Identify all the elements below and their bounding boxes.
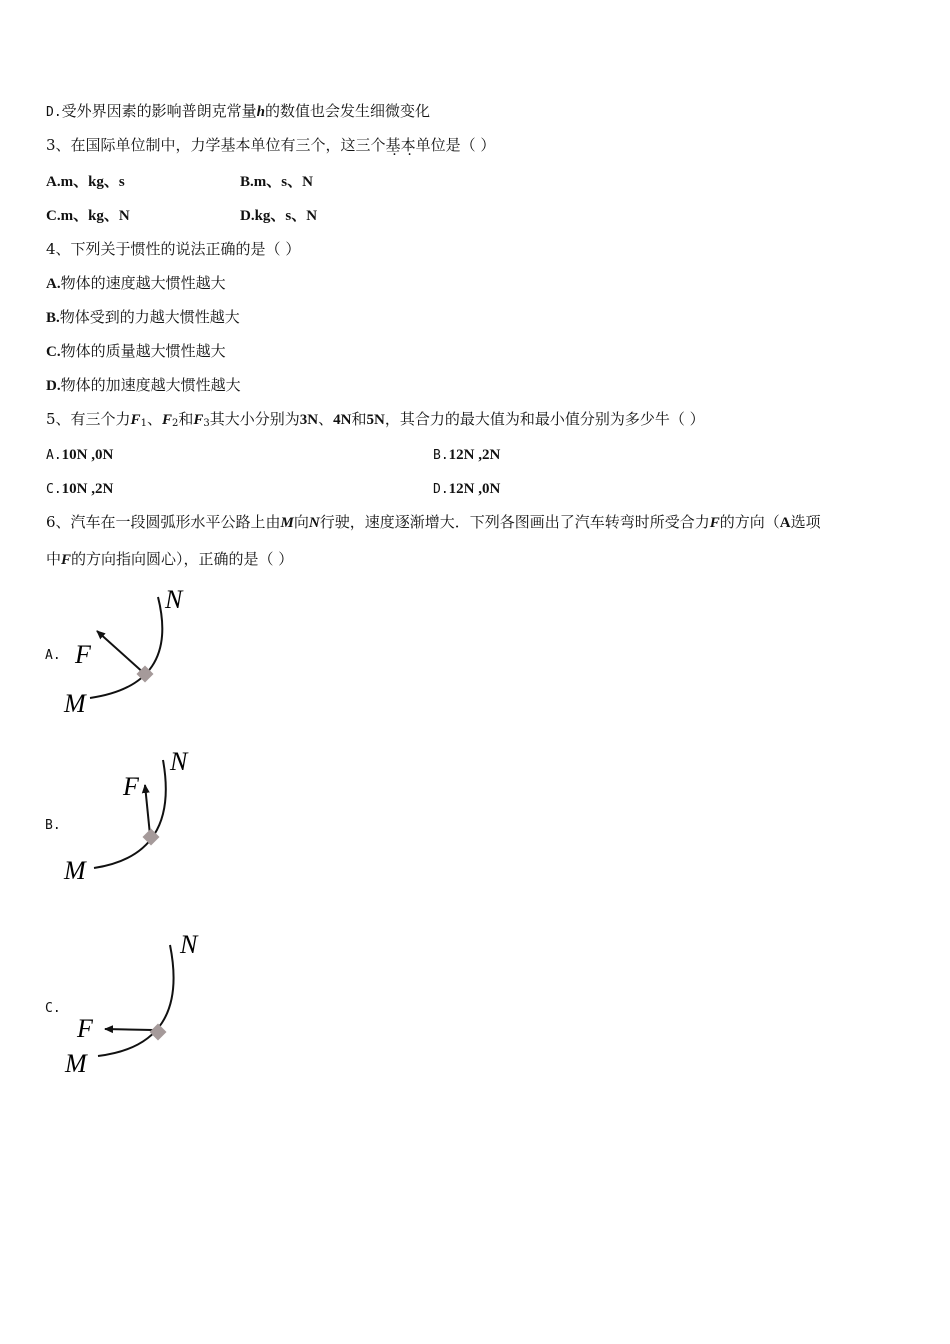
separator: 和 bbox=[178, 410, 194, 428]
option-letter: C. bbox=[46, 482, 62, 497]
figure-b-label: B. bbox=[45, 818, 61, 833]
option-text: 10N ,0N bbox=[61, 447, 114, 463]
label-f: F bbox=[123, 772, 139, 801]
point-n-symbol: N bbox=[308, 515, 320, 531]
stem-text: 向 bbox=[293, 513, 309, 531]
stem-text: 5、有三个力 bbox=[46, 410, 131, 428]
stem-text: 选项 bbox=[790, 513, 821, 531]
option-letter: D. bbox=[46, 105, 62, 120]
label-n: N bbox=[180, 930, 198, 959]
force-value: 3N bbox=[299, 412, 319, 428]
q3-option-c: C.m、kg、N bbox=[46, 208, 130, 224]
q5-stem bbox=[46, 409, 705, 434]
q4-option-b bbox=[46, 307, 240, 328]
separator: 和 bbox=[351, 410, 367, 428]
separator: 、 bbox=[146, 410, 162, 428]
q3-option-b: B.m、s、N bbox=[240, 174, 313, 190]
q4-stem: 4、下列关于惯性的说法正确的是（ ） bbox=[46, 240, 301, 258]
subscript: 2 bbox=[171, 418, 179, 429]
emphasis-char: 基 bbox=[385, 136, 401, 154]
force-symbol: F bbox=[61, 552, 72, 568]
separator: 、 bbox=[318, 410, 334, 428]
q4-option-d bbox=[46, 375, 241, 396]
stem-text: 3、在国际单位制中，力学基本单位有三个，这三个 bbox=[46, 136, 386, 154]
option-letter: C. bbox=[46, 344, 61, 360]
q5-option-a bbox=[46, 444, 113, 466]
curved-road bbox=[98, 945, 174, 1056]
option-text-tail: 的数值也会发生细微变化 bbox=[265, 102, 431, 120]
option-ref: A bbox=[779, 515, 791, 531]
car-marker bbox=[150, 1024, 167, 1041]
stem-text: 6、汽车在一段圆弧形水平公路上由 bbox=[46, 513, 281, 531]
figure-a bbox=[60, 585, 200, 720]
label-n: N bbox=[165, 585, 183, 614]
force-value: 4N bbox=[333, 412, 352, 428]
option-text: 受外界因素的影响普朗克常量 bbox=[61, 102, 257, 120]
q6-stem-line2 bbox=[46, 549, 293, 570]
stem-text: 其大小分别为 bbox=[209, 410, 300, 428]
emphasis-char: 本 bbox=[400, 136, 416, 154]
option-text: 12N ,0N bbox=[448, 481, 501, 497]
q4-option-c bbox=[46, 341, 226, 362]
figure-c bbox=[60, 925, 210, 1080]
option-letter: B. bbox=[433, 448, 449, 463]
force-arrow bbox=[97, 631, 146, 675]
q2-option-d bbox=[46, 101, 430, 123]
option-letter: D. bbox=[433, 482, 449, 497]
q5-option-b bbox=[433, 444, 500, 466]
q3-option-d: D.kg、s、N bbox=[240, 208, 318, 224]
label-m: M bbox=[64, 689, 86, 718]
option-text: 物体的速度越大惯性越大 bbox=[60, 274, 226, 292]
q4-option-a bbox=[46, 273, 226, 294]
q5-option-d bbox=[433, 478, 500, 500]
option-text: 物体受到的力越大惯性越大 bbox=[59, 308, 240, 326]
stem-text: 行驶，速度逐渐增大．下列各图画出了汽车转弯时所受合力 bbox=[319, 513, 710, 531]
q6-stem-line1 bbox=[46, 512, 821, 533]
label-n: N bbox=[170, 747, 188, 776]
figure-b bbox=[60, 745, 200, 885]
subscript: 3 bbox=[203, 418, 210, 429]
option-text: 物体的质量越大惯性越大 bbox=[60, 342, 226, 360]
label-f: F bbox=[77, 1014, 93, 1043]
subscript: 1 bbox=[140, 418, 147, 429]
q5-option-c bbox=[46, 478, 113, 500]
force-symbol: F bbox=[130, 412, 141, 428]
stem-text: 中 bbox=[46, 550, 62, 568]
planck-symbol: h bbox=[256, 104, 266, 120]
option-text: 物体的加速度越大惯性越大 bbox=[60, 376, 241, 394]
curved-road bbox=[90, 597, 162, 698]
label-m: M bbox=[65, 1049, 87, 1078]
option-letter: D. bbox=[46, 378, 61, 394]
force-arrow bbox=[105, 1029, 153, 1030]
force-symbol: F bbox=[709, 515, 720, 531]
label-m: M bbox=[64, 856, 86, 885]
force-symbol: F bbox=[161, 412, 172, 428]
force-arrow bbox=[145, 785, 150, 835]
q3-stem bbox=[46, 135, 495, 155]
q3-option-a: A.m、kg、s bbox=[46, 174, 125, 190]
option-text: 12N ,2N bbox=[448, 447, 501, 463]
figure-a-label: A. bbox=[45, 648, 61, 663]
option-letter: B. bbox=[46, 310, 60, 326]
option-letter: A. bbox=[46, 448, 62, 463]
force-symbol: F bbox=[193, 412, 204, 428]
figure-c-label: C. bbox=[45, 1001, 61, 1016]
force-value: 5N bbox=[366, 412, 385, 428]
option-text: 10N ,2N bbox=[61, 481, 114, 497]
stem-text-tail: ，其合力的最大值为和最小值分别为多少牛（ ） bbox=[384, 410, 705, 428]
label-f: F bbox=[75, 640, 91, 669]
stem-text: 的方向（ bbox=[719, 513, 780, 531]
stem-text-tail: 的方向指向圆心），正确的是（ ） bbox=[71, 550, 294, 568]
stem-text-tail: 单位是（ ） bbox=[415, 136, 496, 154]
point-m-symbol: M bbox=[280, 515, 294, 531]
option-letter: A. bbox=[46, 276, 61, 292]
